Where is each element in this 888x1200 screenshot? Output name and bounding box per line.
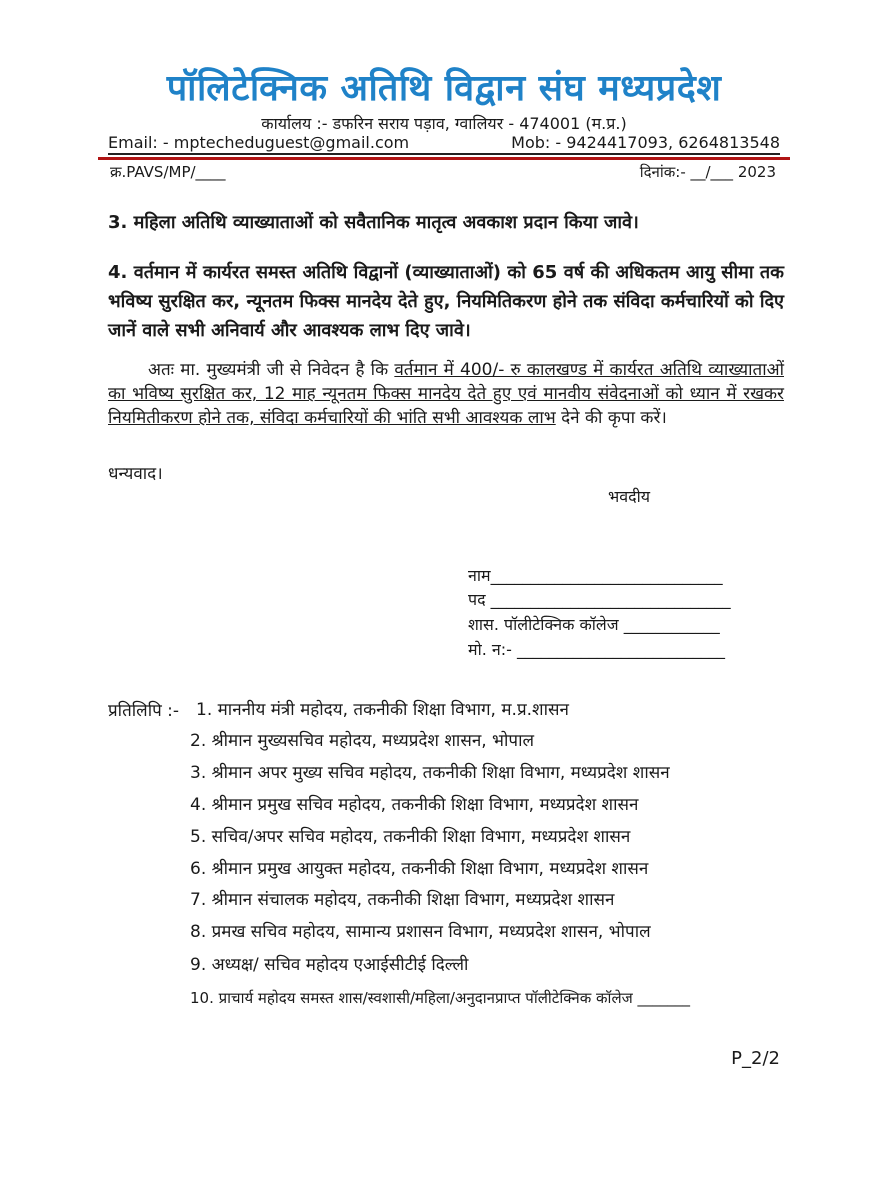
copy-item: 2. श्रीमान मुख्यसचिव महोदय, मध्यप्रदेश शासन, भोपाल — [190, 731, 534, 751]
demand-point-3: 3. महिला अतिथि व्याख्याताओं को सवैतानिक मातृत्व अवकाश प्रदान किया जावे। — [108, 212, 639, 233]
signature-name: नाम_____________________________ — [468, 566, 723, 585]
thanks-text: धन्यवाद। — [108, 464, 163, 484]
signature-post: पद ______________________________ — [468, 590, 731, 609]
copy-item: 9. अध्यक्ष/ सचिव महोदय एआईसीटीई दिल्ली — [190, 955, 469, 975]
copy-item: 7. श्रीमान संचालक महोदय, तकनीकी शिक्षा विभाग, मध्यप्रदेश शासन — [190, 890, 615, 910]
demand-point-4: 4. वर्तमान में कार्यरत समस्त अतिथि विद्वानों (व्याख्याताओं) को 65 वर्ष की अधिकतम आयु सीमा तक भविष्य सुरक्षित कर, न्यूनतम फिक्स मानदेय देते हुए, नियमितिकरण होने तक संविदा कर्मचारियों को दिए जानें वाले सभी अनिवार्य और आवश्यक लाभ दिए जावे। — [108, 262, 784, 341]
request-end: देने की कृपा करें। — [555, 408, 667, 428]
request-paragraph — [108, 358, 784, 430]
signature-mobile: मो. न:- __________________________ — [468, 640, 726, 659]
email-line: Email: - mptecheduguest@gmail.com — [108, 133, 410, 152]
request-intro: अतः मा. मुख्यमंत्री जी से निवेदन है कि — [148, 360, 395, 380]
request-underlined: वर्तमान में 400/- रु कालखण्ड में कार्यरत अतिथि व्याख्याताओं का भविष्य सुरक्षित कर, 12 माह न्यूनतम फिक्स मानदेय देते हुए एवं मानवीय संवेदनाओं को ध्यान में रखकर नियमितीकरण होने तक, संविदा कर्मचारियों की भांति सभी आवश्यक लाभ — [108, 360, 784, 428]
copy-item: 8. प्रमख सचिव महोदय, सामान्य प्रशासन विभाग, मध्यप्रदेश शासन, भोपाल — [190, 922, 651, 942]
copy-label: प्रतिलिपि :- — [108, 701, 180, 721]
copy-item: 10. प्राचार्य महोदय समस्त शास/स्वशासी/महिला/अनुदानप्राप्त पॉलीटेक्निक कॉलेज _______ — [190, 989, 691, 1007]
header-divider — [108, 153, 780, 155]
mobile-line: Mob: - 9424417093, 6264813548 — [511, 133, 780, 152]
copy-item: 3. श्रीमान अपर मुख्य सचिव महोदय, तकनीकी शिक्षा विभाग, मध्यप्रदेश शासन — [190, 763, 670, 783]
copy-item: 5. सचिव/अपर सचिव महोदय, तकनीकी शिक्षा विभाग, मध्यप्रदेश शासन — [190, 827, 631, 847]
signature-college: शास. पॉलीटेक्निक कॉलेज ____________ — [468, 615, 720, 634]
reference-number: क्र.PAVS/MP/____ — [110, 163, 226, 181]
header-divider-red — [98, 157, 790, 160]
copy-item: 4. श्रीमान प्रमुख सचिव महोदय, तकनीकी शिक्षा विभाग, मध्यप्रदेश शासन — [190, 795, 639, 815]
yours-text: भवदीय — [608, 487, 651, 506]
office-address: कार्यालय :- डफरिन सराय पड़ाव, ग्वालियर - 474001 (म.प्र.) — [261, 114, 627, 133]
copy-item: 1. माननीय मंत्री महोदय, तकनीकी शिक्षा विभाग, म.प्र.शासन — [196, 700, 569, 720]
copy-item: 6. श्रीमान प्रमुख आयुक्त महोदय, तकनीकी शिक्षा विभाग, मध्यप्रदेश शासन — [190, 859, 649, 879]
letter-date: दिनांक:- __/___ 2023 — [639, 163, 776, 181]
letterhead-title: पॉलिटेक्निक अतिथि विद्वान संघ मध्यप्रदेश — [166, 68, 722, 109]
page-number: P_2/2 — [731, 1048, 780, 1069]
